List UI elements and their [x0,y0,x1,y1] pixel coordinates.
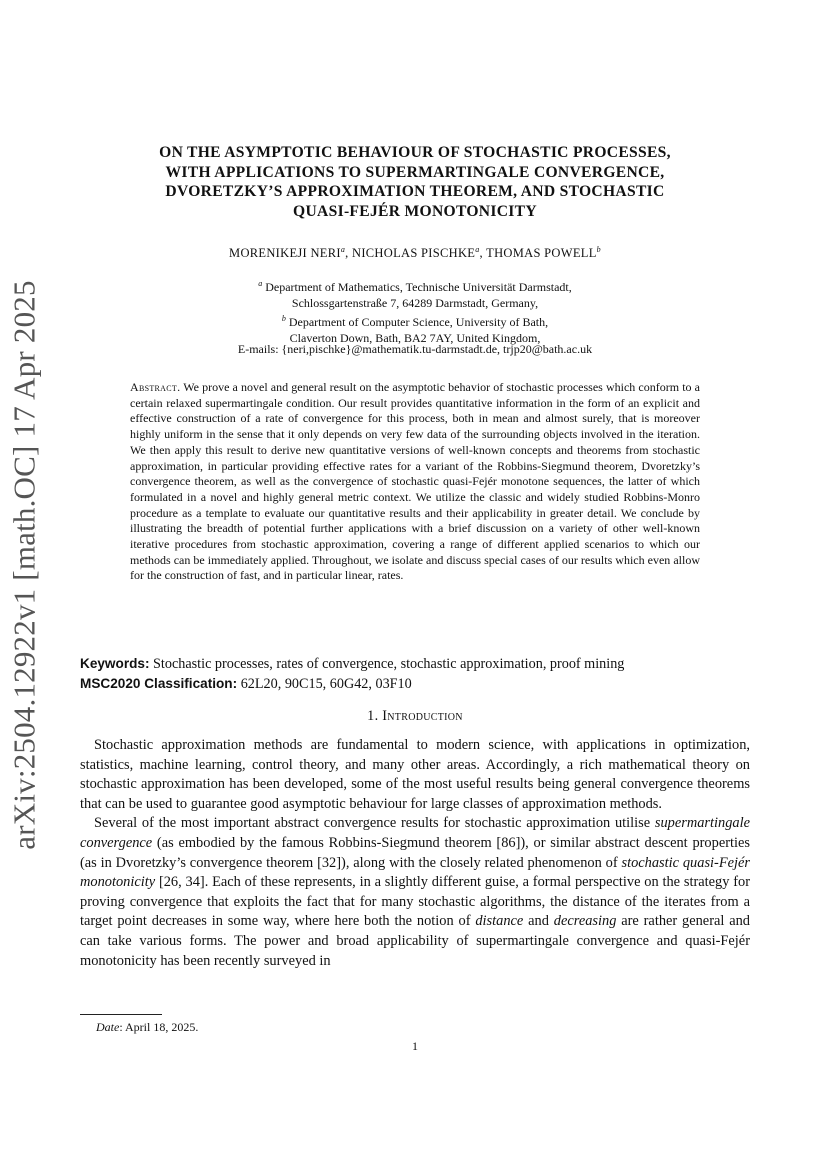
emphasis: supermartingale convergence [80,815,750,851]
abstract-label: Abstract. [130,380,181,394]
emphasis: stochastic quasi-Fejér monotonicity [80,854,750,891]
affiliation-mark: b [281,314,286,324]
title-line: WITH APPLICATIONS TO SUPERMARTINGALE CONVERGENCE, [165,163,665,181]
footnote-text: : April 18, 2025. [119,1020,199,1034]
affiliation-mark: a [258,279,263,288]
affiliation-mark: a [340,245,346,254]
msc-text: 62L20, 90C15, 60G42, 03F10 [237,676,412,692]
arxiv-identifier: arXiv:2504.12922v1 [math.OC] 17 Apr 2025 [7,279,43,850]
emphasis: decreasing [553,913,617,930]
msc-line [80,674,760,694]
abstract [130,380,700,584]
section-number: 1. [367,708,383,724]
text-run: are rather general and can take various forms. The power and broad applicability of supermartingale convergence and quasi-Fejér monotonicity has been recently surveyed in [80,913,750,969]
section-heading [80,708,750,725]
affiliation-text: Department of Mathematics, Technische Universität Darmstadt, [262,280,572,294]
paragraph [80,814,750,971]
keywords-label: Keywords: [80,656,150,671]
affiliation-mark: b [596,245,601,254]
author-name: MORENIKEJI NERI [229,246,341,261]
abstract-text: We prove a novel and general result on the asymptotic behavior of stochastic processes which conform to a certain relaxed supermartingale condition. Our result provides quantitative information in the form of an explicit and effective construction of a rate of convergence for this process, both in mean and almost surely, that is moreover highly uniform in the sense that it only depends on very few data of the surrounding objects involved in the iteration. We then apply this result to derive new quantitative versions of well-known concepts and theorems from stochastic approximation, in particular providing effective rates for a variant of the Robbins-Siegmund theorem, Dvoretzky’s convergence theorem, as well as the convergence of stochastic quasi-Fejér monotone sequences, the latter of which formulated in a novel and highly general metric context. We utilize the classic and widely studied Robbins-Monro procedure as a template to evaluate our quantitative results and their applicability in greater detail. We conclude by illustrating the breadth of potential further applications with a brief discussion on a variety of other well-known iterative procedures from stochastic approximation, covering a range of different applied scenarios to which our methods can be immediately applied. Throughout, we isolate and discuss special cases of our results which even allow for the construction of fast, and in particular linear, rates. [130,380,700,583]
affiliation-line: Schlossgartenstraße 7, 64289 Darmstadt, Germany, [291,295,539,310]
footnote-rule [80,1014,162,1015]
keywords-block [80,654,760,694]
footnote [96,1020,198,1035]
emphasis: distance [475,913,524,930]
author-name: NICHOLAS PISCHKE [352,246,476,261]
page-number: 1 [412,1039,418,1053]
affiliations [80,276,750,346]
author-separator: , [479,246,487,261]
affiliation-line [80,311,750,331]
title-line: DVORETZKY’S APPROXIMATION THEOREM, AND STOCHASTIC [165,183,665,200]
affiliation-mark: a [475,245,480,254]
author-name: THOMAS POWELL [486,246,597,261]
section-title: Introduction [382,708,463,724]
affiliation-text: Department of Computer Science, University of Bath, [285,315,549,330]
title-line: ON THE ASYMPTOTIC BEHAVIOUR OF STOCHASTIC PROCESSES, [159,144,671,161]
text-run: [26, 34]. Each of these represents, in a slightly different guise, a formal perspective on the strategy for proving convergence that exploits the fact that for many stochastic algorithms, the distance of the iterates from a target point decreases in some way, where here both the notion of [80,874,750,930]
paper-title [80,143,750,221]
text-run: (as embodied by the famous Robbins-Siegmund theorem [86]), or similar abstract descent properties (as in Dvoretzky’s convergence theorem [32]), along with the closely related phenomenon of [80,834,750,871]
arxiv-sidebar-stamp [2,279,48,850]
affiliation-line [80,276,750,296]
paragraph: Stochastic approximation methods are fundamental to modern science, with applications in optimization, statistics, machine learning, control theory, and many other areas. Accordingly, a rich mathematical theory on stochastic approximation has been developed, some of the most useful results being general convergence theorems that can be used to guarantee good asymptotic behaviour for large classes of approximation methods. [80,737,750,812]
msc-label: MSC2020 Classification: [80,676,238,691]
text-run: and [523,913,554,930]
keywords-text: Stochastic processes, rates of convergence, stochastic approximation, proof mining [149,656,625,672]
text-run: Several of the most important abstract convergence results for stochastic approximation utilise [94,815,655,832]
contact-emails: E-mails: {neri,pischke}@mathematik.tu-darmstadt.de, trjp20@bath.ac.uk [237,342,593,356]
affiliation-line: Claverton Down, Bath, BA2 7AY, United Kingdom, [289,330,541,345]
keywords-line [80,654,760,674]
body-text [80,736,750,971]
title-line: QUASI-FEJÉR MONOTONICITY [293,202,537,220]
author-separator: , [345,246,352,261]
author-list [80,245,750,261]
footnote-label: Date [96,1020,120,1034]
